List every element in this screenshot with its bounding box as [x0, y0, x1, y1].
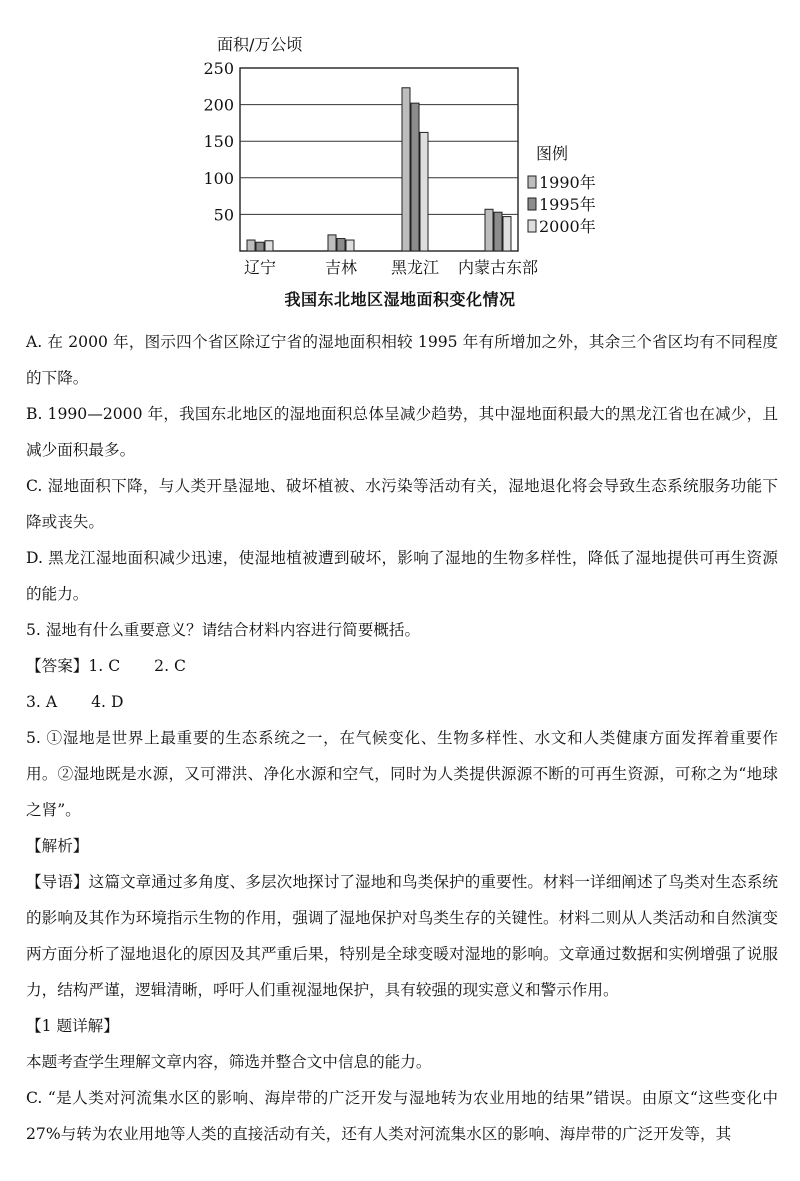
y-tick-label: 150	[203, 132, 234, 152]
answer-2: 2. C	[154, 657, 186, 675]
legend-label: 2000年	[539, 217, 596, 236]
x-category-label: 黑龙江	[390, 258, 440, 277]
answer-3: 3. A	[26, 693, 58, 711]
answer-1: 1. C	[88, 657, 121, 675]
bar	[265, 241, 273, 251]
y-tick-label: 50	[213, 205, 234, 225]
y-axis-label: 面积/万公顷	[217, 35, 303, 54]
bar	[256, 242, 264, 251]
wetland-bar-chart	[195, 28, 615, 280]
x-category-label: 吉林	[324, 258, 358, 277]
bar	[337, 239, 345, 251]
plot-frame	[240, 68, 518, 251]
bar	[420, 132, 428, 251]
bar	[402, 88, 410, 251]
option-d: D. 黑龙江湿地面积减少迅速，使湿地植被遭到破坏，影响了湿地的生物多样性，降低了湿地提供可再生资源的能力。	[26, 549, 778, 603]
y-tick-label: 200	[203, 95, 234, 115]
y-tick-label: 100	[203, 168, 234, 188]
answer-5: 5. ①湿地是世界上最重要的生态系统之一，在气候变化、生物多样性、水文和人类健康方面发挥着重要作用。②湿地既是水源，又可滞洪、净化水源和空气，同时为人类提供源源不断的可再生资源，可称之为“地球之肾”。	[26, 729, 778, 819]
x-category-label: 内蒙古东部	[457, 258, 539, 277]
analysis-label: 【解析】	[26, 837, 89, 855]
x-category-label: 辽宁	[243, 258, 277, 277]
legend-swatch	[528, 198, 536, 210]
option-c: C. 湿地面积下降，与人类开垦湿地、破坏植被、水污染等活动有关，湿地退化将会导致生态系统服务功能下降或丧失。	[26, 477, 778, 531]
answer-4: 4. D	[91, 693, 124, 711]
q1-intro: 本题考查学生理解文章内容，筛选并整合文中信息的能力。	[26, 1053, 432, 1071]
q1-option-c: C. “是人类对河流集水区的影响、海岸带的广泛开发与湿地转为农业用地的结果”错误。由原文“这些变化中 27%与转为农业用地等人类的直接活动有关，还有人类对河流集水区的影响、海岸带的广泛开发等，其	[26, 1089, 778, 1143]
option-a: A. 在 2000 年，图示四个省区除辽宁省的湿地面积相较 1995 年有所增加之外，其余三个省区均有不同程度的下降。	[26, 333, 778, 387]
answer-line-1	[26, 648, 778, 684]
bar	[328, 235, 336, 251]
bar	[503, 217, 511, 251]
answer-label: 【答案】	[26, 657, 89, 675]
y-tick-label: 250	[203, 59, 234, 78]
bar	[494, 212, 502, 251]
document-body	[26, 324, 778, 1152]
bar	[346, 240, 354, 251]
option-b: B. 1990—2000 年，我国东北地区的湿地面积总体呈减少趋势，其中湿地面积最大的黑龙江省也在减少，且减少面积最多。	[26, 405, 778, 459]
bar	[411, 103, 419, 251]
legend-label: 1990年	[539, 173, 596, 192]
answer-line-2	[26, 684, 778, 720]
chart-caption: 我国东北地区湿地面积变化情况	[284, 290, 516, 309]
legend-title: 图例	[536, 144, 569, 163]
legend-swatch	[528, 220, 536, 232]
question-5: 5. 湿地有什么重要意义？请结合材料内容进行简要概括。	[26, 621, 421, 639]
bar	[485, 209, 493, 251]
legend-label: 1995年	[539, 195, 596, 214]
bar	[247, 240, 255, 251]
legend-swatch	[528, 176, 536, 188]
q1-detail-label: 【1 题详解】	[26, 1017, 119, 1035]
guide-paragraph: 【导语】这篇文章通过多角度、多层次地探讨了湿地和鸟类保护的重要性。材料一详细阐述了鸟类对生态系统的影响及其作为环境指示生物的作用，强调了湿地保护对鸟类生存的关键性。材料二则从人类活动和自然演变两方面分析了湿地退化的原因及其严重后果，特别是全球变暖对湿地的影响。文章通过数据和实例增强了说服力，结构严谨，逻辑清晰，呼吁人们重视湿地保护，具有较强的现实意义和警示作用。	[26, 873, 778, 999]
